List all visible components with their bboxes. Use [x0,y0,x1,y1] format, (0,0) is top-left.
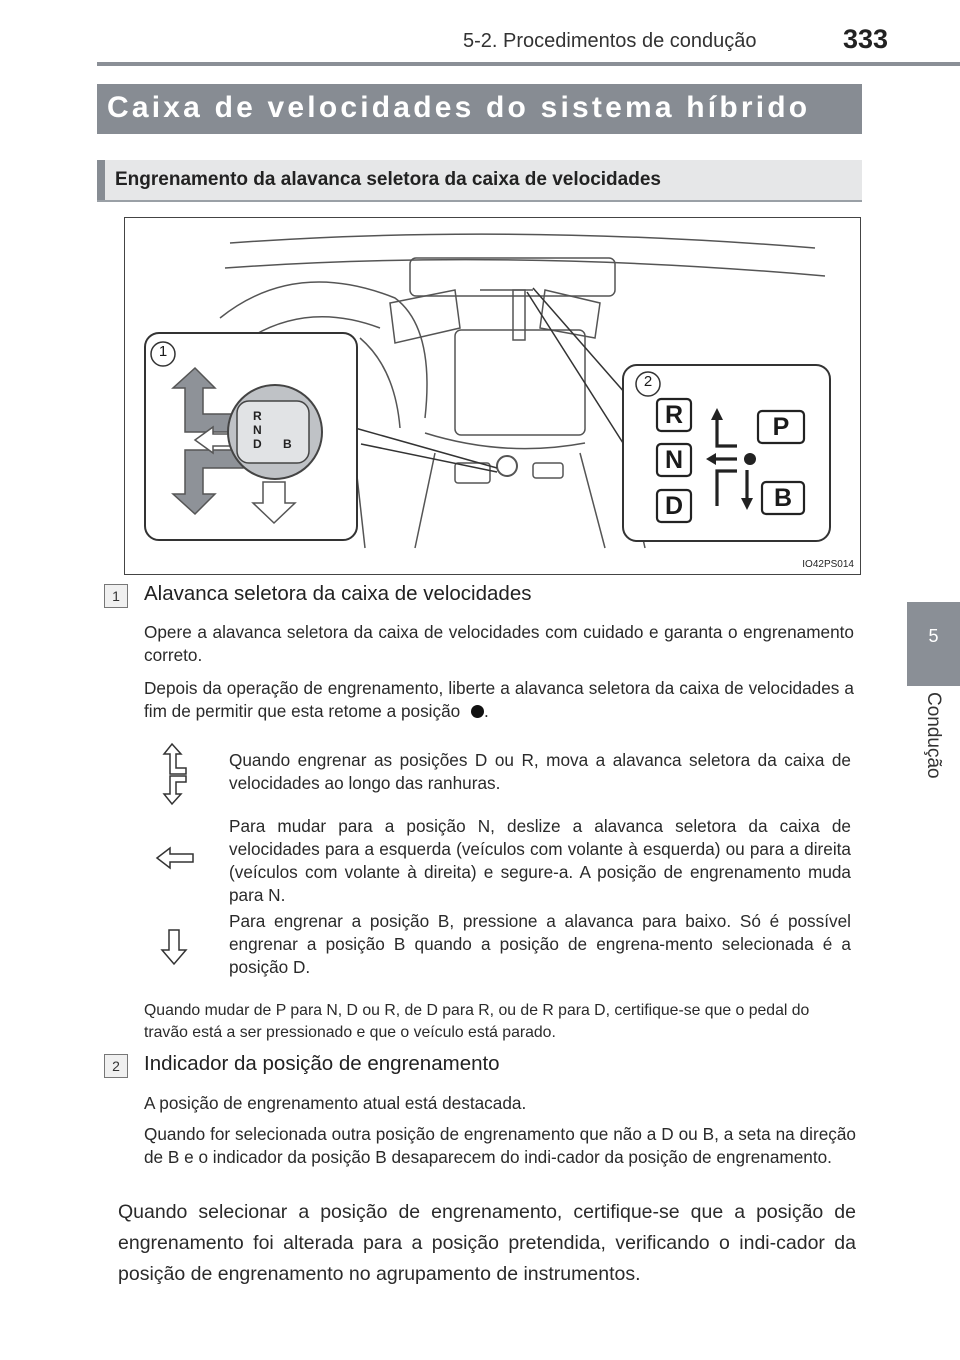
indicator-p: P [772,413,790,441]
callout-2-number: 2 [643,373,653,390]
move-along-grooves-icon [160,742,190,806]
figure-code: IO42PS014 [802,559,854,570]
subtitle-accent [97,160,105,200]
knob-letter-r: R [253,409,262,423]
closing-paragraph: Quando selecionar a posição de engrenamento, certifique-se que a posição de engrenamento foi alterada para a posição pretendida, verificando o indi-cador da posição de engrenamento no agrupamento de instrumentos. [118,1201,856,1285]
row-3-text: Para engrenar a posição B, pressione a alavanca para baixo. Só é possível engrenar a posição B quando a posição de engrena-mento selecionada é a posição D. [229,911,851,977]
shift-lever-illustration [124,217,861,575]
indicator-b: B [773,484,793,512]
item-1-paragraph-2 [144,677,854,723]
knob-letter-b: B [283,437,292,451]
section-subtitle-box [97,160,862,202]
item-1-title: Alavanca seletora da caixa de velocidades [144,582,532,605]
callout-1-number: 1 [158,343,168,360]
indicator-n: N [664,446,684,474]
page-title: Caixa de velocidades do sistema híbrido [107,91,811,124]
item-1-paragraph-2-end: . [484,701,489,721]
dashboard-drawing [125,218,860,574]
row-1-text: Quando engrenar as posições D ou R, mova a alavanca seletora da caixa de velocidades ao longo das ranhuras. [229,750,851,793]
item-1-paragraph-2-text: Depois da operação de engrenamento, liberte a alavanca seletora da caixa de velocidades a fim de permitir que esta retome a posição [144,678,854,721]
arrow-left-icon [155,845,195,871]
item-2-title: Indicador da posição de engrenamento [144,1052,500,1075]
chapter-label-box [908,692,960,842]
chapter-number: 5 [928,626,939,646]
indicator-d: D [664,492,684,520]
knob-letter-d: D [253,437,262,451]
arrow-down-icon [160,928,188,966]
item-1-badge: 1 [104,584,128,608]
header-rule [97,62,960,66]
section-subtitle: Engrenamento da alavanca seletora da caixa de velocidades [115,169,661,190]
section-header: 5-2. Procedimentos de condução [463,30,757,52]
indicator-r: R [664,401,684,429]
item-2-paragraph-2: Quando for selecionada outra posição de engrenamento que não a D ou B, a seta na direção de B e o indicador da posição B desaparecem do indi-cador da posição de engrenamento. [144,1124,856,1167]
item-1-paragraph-1: Opere a alavanca seletora da caixa de velocidades com cuidado e garanta o engrenamento correto. [144,622,854,665]
page-number: 333 [843,24,889,54]
knob-letter-n: N [253,423,262,437]
row-2-text: Para mudar para a posição N, deslize a alavanca seletora da caixa de velocidades para a esquerda (veículos com volante à esquerda) ou para a direita (veículos com volante à direita) e segure-a. A posição de engrenamento muda para N. [229,816,851,905]
neutral-dot-icon [471,705,484,718]
item-2-badge: 2 [104,1054,128,1078]
chapter-label: Condução [923,692,944,779]
item-1-note: Quando mudar de P para N, D ou R, de D para R, ou de R para D, certifique-se que o pedal do travão está a ser pressionado e que o veículo está parado. [144,1002,810,1041]
item-2-paragraph-1: A posição de engrenamento atual está destacada. [144,1093,527,1113]
page-title-box [97,84,862,134]
